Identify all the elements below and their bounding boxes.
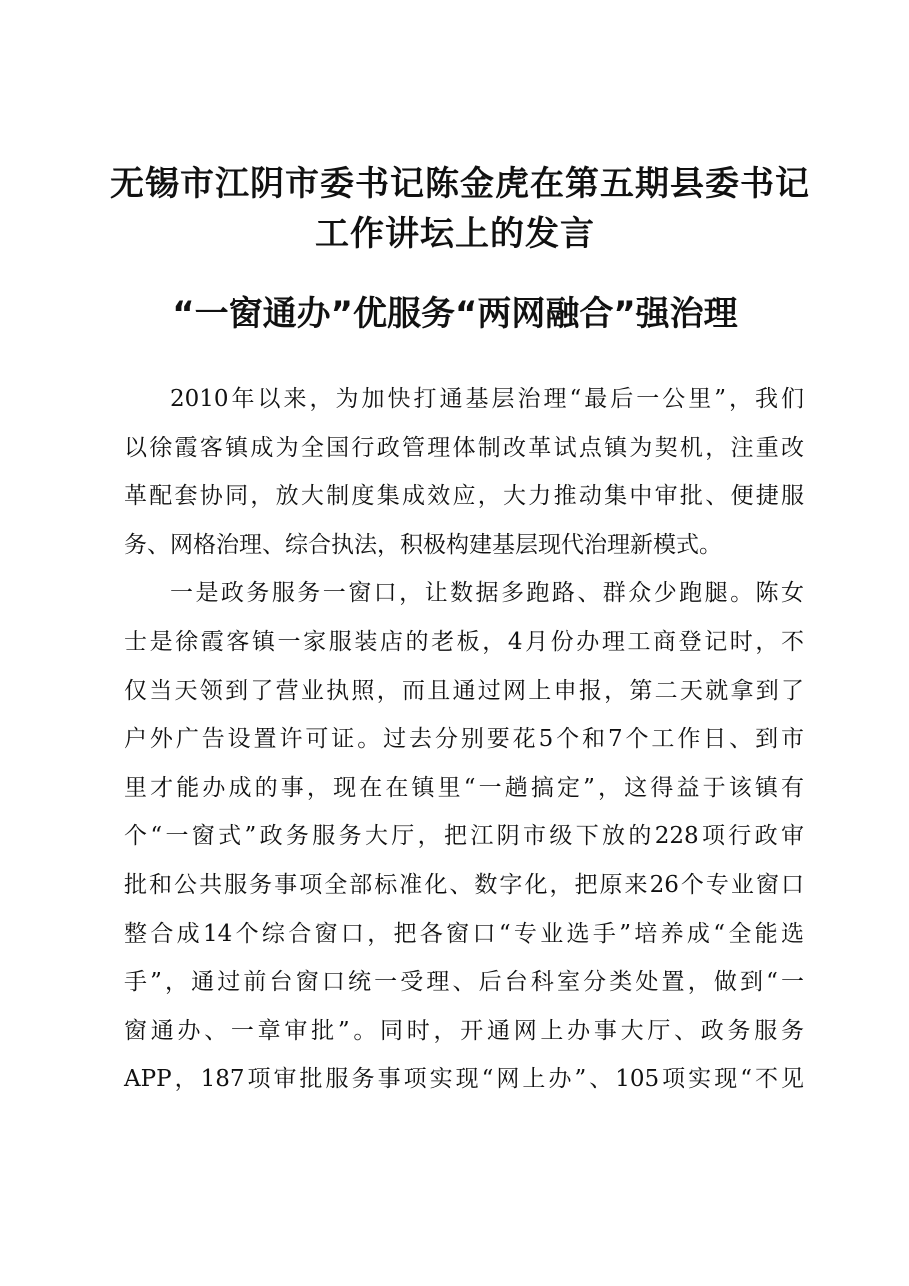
paragraph-2-line: 批和公共服务事项全部标准化、数字化，把原来26个专业窗口 xyxy=(124,871,804,898)
paragraph-2-line: 士是徐霞客镇一家服装店的老板，4月份办理工商登记时，不 xyxy=(124,628,804,655)
paragraph-1 xyxy=(124,375,804,569)
document-subtitle: “一窗通办”优服务“两网融合”强治理 xyxy=(172,294,738,334)
paragraph-1-line: 以徐霞客镇成为全国行政管理体制改革试点镇为契机，注重改 xyxy=(124,434,804,461)
paragraph-2-line: 整合成14个综合窗口，把各窗口“专业选手”培养成“全能选 xyxy=(124,920,804,947)
paragraph-2-line: 个“一窗式”政务服务大厅，把江阴市级下放的228项行政审 xyxy=(124,823,804,850)
paragraph-1-line: 2010年以来，为加快打通基层治理“最后一公里”，我们 xyxy=(170,386,804,412)
paragraph-2-line: 仅当天领到了营业执照，而且通过网上申报，第二天就拿到了 xyxy=(124,677,804,704)
paragraph-1-line: 务、网格治理、综合执法，积极构建基层现代治理新模式。 xyxy=(124,531,722,558)
paragraph-2-line: 户外广告设置许可证。过去分别要花5个和7个工作日、到市 xyxy=(124,726,804,753)
paragraph-2-line: 手”，通过前台窗口统一受理、后台科室分类处置，做到“一 xyxy=(124,969,804,996)
document-body xyxy=(124,375,804,1104)
paragraph-2-line: 窗通办、一章审批”。同时，开通网上办事大厅、政务服务 xyxy=(124,1017,804,1044)
paragraph-2-line: APP，187项审批服务事项实现“网上办”、105项实现“不见 xyxy=(124,1066,804,1093)
paragraph-2-line: 里才能办成的事，现在在镇里“一趟搞定”，这得益于该镇有 xyxy=(124,774,804,801)
paragraph-2 xyxy=(124,569,804,1104)
paragraph-1-line: 革配套协同，放大制度集成效应，大力推动集中审批、便捷服 xyxy=(124,483,804,510)
document-title-line-1: 无锡市江阴市委书记陈金虎在第五期县委书记 xyxy=(110,164,810,204)
paragraph-2-line: 一是政务服务一窗口，让数据多跑路、群众少跑腿。陈女 xyxy=(170,580,804,607)
document-title-line-2: 工作讲坛上的发言 xyxy=(315,214,595,254)
